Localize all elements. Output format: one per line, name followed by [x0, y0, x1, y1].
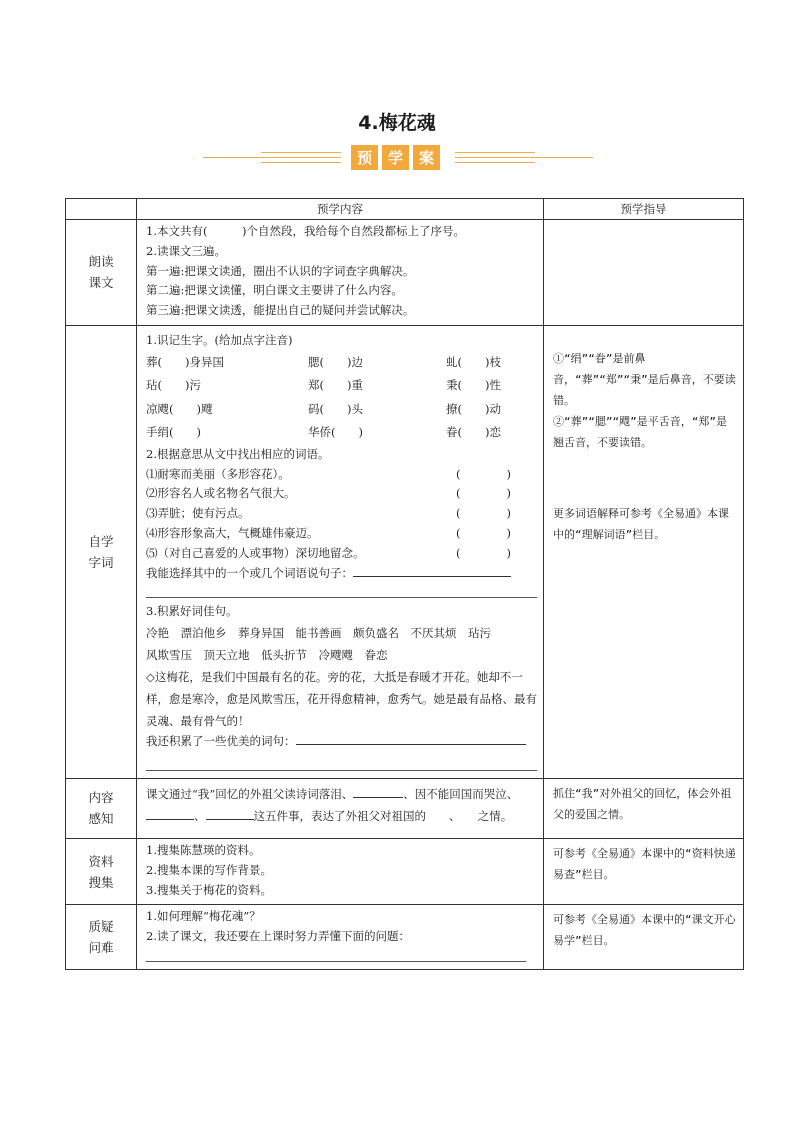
answer-line[interactable] — [296, 744, 526, 745]
char-grid — [146, 351, 537, 445]
phrase-answer-blank[interactable]: ( ) — [456, 506, 511, 521]
category-cell — [66, 325, 137, 778]
row-neirong — [66, 778, 744, 838]
answer-line-full[interactable] — [146, 947, 526, 962]
content-cell — [137, 220, 544, 326]
text-line: 1.本文共有( )个自然段，我给每个自然段都标上了序号。 — [146, 224, 465, 238]
category-label: 朗读 — [88, 254, 114, 270]
phrase-answer-blank[interactable]: ( ) — [456, 525, 511, 540]
page-title: 4.梅花魂 — [358, 112, 436, 134]
text-line: 第三遍:把课文读透，能提出自己的疑问并尝试解决。 — [146, 303, 415, 318]
text-line: 2.读了课文，我还要在上课时努力弄懂下面的问题： — [146, 929, 410, 944]
quote-paragraph: ◇这梅花，是我们中国最有名的花。旁的花，大抵是春暖才开花。她却不一样，愈是寒冷，愈是风欺雪压，花开得愈精神，愈秀气。她是最有品格、最有灵魂、最有骨气的！ — [146, 670, 537, 729]
char-item: 华侨( ) — [308, 425, 363, 440]
content-cell — [137, 778, 544, 838]
header-content: 预学内容 — [137, 199, 544, 220]
banner-line-right — [455, 157, 593, 158]
worksheet-table — [65, 198, 744, 970]
category-label: 问难 — [88, 940, 114, 956]
char-item: 凉飕( )飕 — [146, 401, 213, 416]
phrase-answer-blank[interactable]: ( ) — [456, 466, 511, 481]
row-zixue — [66, 325, 744, 778]
answer-line-full[interactable] — [146, 756, 537, 771]
category-label: 自学 — [88, 533, 114, 549]
guide-cell — [544, 905, 744, 970]
phrase-answer-blank[interactable]: ( ) — [456, 545, 511, 560]
guide-cell — [544, 838, 744, 904]
sentence-prompt-label: 我能选择其中的一个或几个词语说句子： — [146, 565, 353, 580]
guide-text: 更多词语解释可参考《全易通》本课中的“理解词语”栏目。 — [553, 506, 729, 541]
phrase-row — [146, 504, 537, 524]
answer-line[interactable] — [206, 819, 254, 820]
summary-text: 这五件事，表达了外祖父对祖国的 、 之情。 — [253, 808, 513, 823]
header-row — [66, 199, 744, 220]
row-zhiyi — [66, 905, 744, 970]
char-item: 郑( )重 — [308, 378, 363, 393]
category-label: 内容 — [88, 790, 114, 806]
category-label: 课文 — [88, 275, 114, 291]
category-label: 搜集 — [88, 874, 114, 890]
phrase-row — [146, 465, 537, 485]
word-list: 风欺雪压 顶天立地 低头折节 冷飕飕 眷恋 — [146, 648, 388, 663]
header-guide: 预学指导 — [544, 199, 744, 220]
answer-line[interactable] — [353, 576, 511, 577]
guide-cell — [544, 778, 744, 838]
summary-text: 、因不能回国而哭泣、 — [403, 786, 519, 801]
guide-cell — [544, 220, 744, 326]
row-ziliao — [66, 838, 744, 904]
banner-chars — [351, 145, 440, 170]
char-item: 秉( )性 — [446, 378, 501, 393]
banner-line-right-bottom — [455, 162, 535, 163]
banner-char: 案 — [413, 145, 440, 170]
subsection-title: 1.识记生字。(给加点字注音) — [146, 332, 293, 347]
char-item: 码( )头 — [308, 401, 363, 416]
category-cell — [66, 220, 137, 326]
content-cell — [137, 838, 544, 904]
category-cell — [66, 905, 137, 970]
char-item: 手绢( ) — [146, 425, 201, 440]
answer-line[interactable] — [146, 819, 194, 820]
summary-text: 课文通过“我”回忆的外祖父读诗词落泪、 — [146, 786, 354, 801]
phrase-question: ⑵形容名人或名物名气很大。 — [146, 486, 296, 501]
header-empty — [66, 199, 137, 220]
category-label: 感知 — [88, 811, 114, 827]
char-item: 眷( )恋 — [446, 425, 501, 440]
guide-text: 可参考《全易通》本课中的“资料快递易查”栏目。 — [553, 846, 736, 881]
category-cell — [66, 778, 137, 838]
banner-line-left — [203, 157, 341, 158]
subsection-title: 3.积累好词佳句。 — [146, 604, 238, 619]
char-item: 虬( )枝 — [446, 354, 501, 369]
phrase-question: ⑶弄脏；使有污点。 — [146, 506, 250, 521]
guide-text: 抓住“我”对外祖父的回忆，体会外祖父的爱国之情。 — [553, 786, 732, 821]
guide-text: 可参考《全易通》本课中的“课文开心易学”栏目。 — [553, 913, 736, 948]
phrase-question: ⑸（对自己喜爱的人或事物）深切地留念。 — [146, 545, 365, 560]
phrase-row — [146, 484, 537, 504]
sentence-prompt — [146, 564, 537, 584]
guide-text: ①“绢”“眷”是前鼻音，“葬”“郑”“秉”是后鼻音，不要读错。 — [553, 351, 736, 407]
banner-line-left-top — [261, 152, 341, 153]
phrase-answer-blank[interactable]: ( ) — [456, 486, 511, 501]
banner-line-right-top — [455, 152, 535, 153]
summary-paragraph — [146, 783, 537, 827]
sentence-prompt — [146, 732, 537, 752]
text-line: 1.搜集陈慧瑛的资料。 — [146, 842, 261, 857]
text-line: 2.读课文三遍。 — [146, 243, 226, 258]
banner-char: 学 — [382, 145, 409, 170]
category-label: 质疑 — [88, 919, 114, 935]
category-label: 字词 — [88, 554, 114, 570]
guide-text: ②“葬”“腮”“飕”是平舌音，“郑”是翘舌音，不要读错。 — [553, 414, 727, 449]
banner — [195, 143, 599, 173]
category-label: 资料 — [88, 853, 114, 869]
text-line: 2.搜集本课的写作背景。 — [146, 862, 272, 877]
guide-cell — [544, 325, 744, 778]
row-langdu — [66, 220, 744, 326]
banner-char: 预 — [351, 145, 378, 170]
content-cell — [137, 325, 544, 778]
sentence-prompt-label: 我还积累了一些优美的词句： — [146, 734, 296, 749]
char-item: 撩( )动 — [446, 401, 501, 416]
word-list: 冷艳 漂泊他乡 葬身异国 能书善画 颇负盛名 不厌其烦 玷污 — [146, 626, 491, 641]
answer-line[interactable] — [353, 797, 403, 798]
phrase-row — [146, 544, 537, 564]
category-cell — [66, 838, 137, 904]
phrase-question: ⑷形容形象高大，气概雄伟豪迈。 — [146, 525, 319, 540]
banner-line-left-bottom — [261, 162, 341, 163]
char-item: 腮( )边 — [308, 354, 363, 369]
text-line: 第一遍:把课文读通，圈出不认识的字词查字典解决。 — [146, 263, 415, 278]
subsection-title: 2.根据意思从文中找出相应的词语。 — [146, 446, 330, 461]
text-line: 1.如何理解“梅花魂”？ — [146, 909, 261, 924]
phrase-row — [146, 524, 537, 544]
summary-text: 、 — [194, 808, 206, 823]
content-cell — [137, 905, 544, 970]
char-item: 葬( )身异国 — [146, 354, 224, 369]
text-line: 第二遍:把课文读懂，明白课文主要讲了什么内容。 — [146, 283, 403, 298]
phrase-question: ⑴耐寒而美丽（多形容花）。 — [146, 466, 290, 481]
text-line: 3.搜集关于梅花的资料。 — [146, 882, 272, 897]
answer-line-full[interactable] — [146, 583, 537, 598]
char-item: 玷( )污 — [146, 378, 201, 393]
